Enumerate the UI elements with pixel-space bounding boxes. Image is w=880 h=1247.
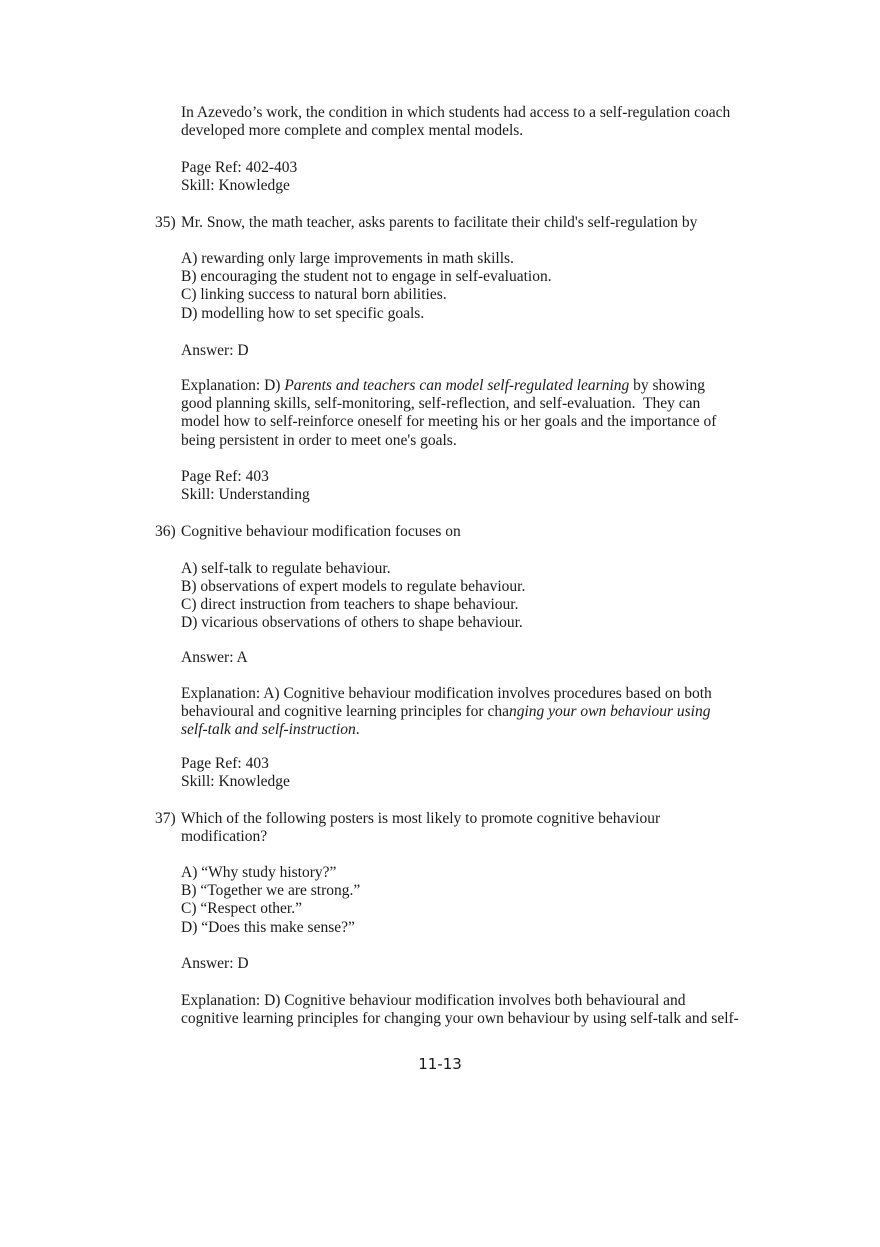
answer-option: C) “Respect other.”	[181, 900, 302, 917]
intro-text-line: In Azevedo’s work, the condition in which students had access to a self-regulation coach	[181, 104, 731, 121]
question-stem: Which of the following posters is most likely to promote cognitive behaviour	[181, 810, 661, 827]
page-ref: Page Ref: 403	[181, 755, 269, 772]
question-number: 37)	[155, 810, 176, 827]
page-ref: Page Ref: 402-403	[181, 159, 298, 176]
answer-option: D) vicarious observations of others to shape behaviour.	[181, 614, 523, 631]
explanation-line: self-talk and self-instruction.	[181, 721, 360, 738]
answer-option: B) “Together we are strong.”	[181, 882, 361, 899]
explanation-line: cognitive learning principles for changing your own behaviour by using self-talk and self-	[181, 1010, 739, 1027]
explanation-line: Explanation: A) Cognitive behaviour modification involves procedures based on both	[181, 685, 712, 702]
answer-option: C) direct instruction from teachers to shape behaviour.	[181, 596, 519, 613]
answer-option: D) “Does this make sense?”	[181, 919, 355, 936]
explanation-line: Explanation: D) Cognitive behaviour modification involves both behavioural and	[181, 992, 686, 1009]
question-stem: modification?	[181, 828, 268, 845]
answer-option: B) encouraging the student not to engage in self-evaluation.	[181, 268, 552, 285]
explanation-line: model how to self-reinforce oneself for meeting his or her goals and the importance of	[181, 413, 717, 430]
skill-label: Skill: Knowledge	[181, 177, 290, 194]
answer-key: Answer: D	[181, 955, 249, 972]
skill-label: Skill: Understanding	[181, 486, 310, 503]
explanation-emphasis: self-talk and self-instruction	[181, 721, 356, 738]
page-ref: Page Ref: 403	[181, 468, 269, 485]
question-number: 35)	[155, 214, 176, 231]
question-number: 36)	[155, 523, 176, 540]
answer-option: A) self-talk to regulate behaviour.	[181, 560, 391, 577]
intro-text-line: developed more complete and complex mental models.	[181, 122, 524, 139]
explanation-line: behavioural and cognitive learning principles for changing your own behaviour using	[181, 703, 711, 720]
answer-option: A) “Why study history?”	[181, 864, 337, 881]
answer-option: D) modelling how to set specific goals.	[181, 305, 425, 322]
explanation-emphasis: nging your own behaviour using	[508, 703, 711, 720]
explanation-emphasis: Parents and teachers can model self-regulated learning	[284, 377, 630, 394]
page-number: 11-13	[418, 1055, 462, 1073]
explanation-line: good planning skills, self-monitoring, self-reflection, and self-evaluation. They can	[181, 395, 701, 412]
explanation-line: Explanation: D) Parents and teachers can model self-regulated learning by showing	[181, 377, 706, 394]
question-stem: Mr. Snow, the math teacher, asks parents to facilitate their child's self-regulation by	[181, 214, 698, 231]
answer-key: Answer: D	[181, 342, 249, 359]
explanation-line: being persistent in order to meet one's goals.	[181, 432, 457, 449]
skill-label: Skill: Knowledge	[181, 773, 290, 790]
answer-option: C) linking success to natural born abilities.	[181, 286, 447, 303]
answer-option: A) rewarding only large improvements in math skills.	[181, 250, 514, 267]
answer-key: Answer: A	[181, 649, 248, 666]
question-stem: Cognitive behaviour modification focuses on	[181, 523, 461, 540]
answer-option: B) observations of expert models to regulate behaviour.	[181, 578, 526, 595]
